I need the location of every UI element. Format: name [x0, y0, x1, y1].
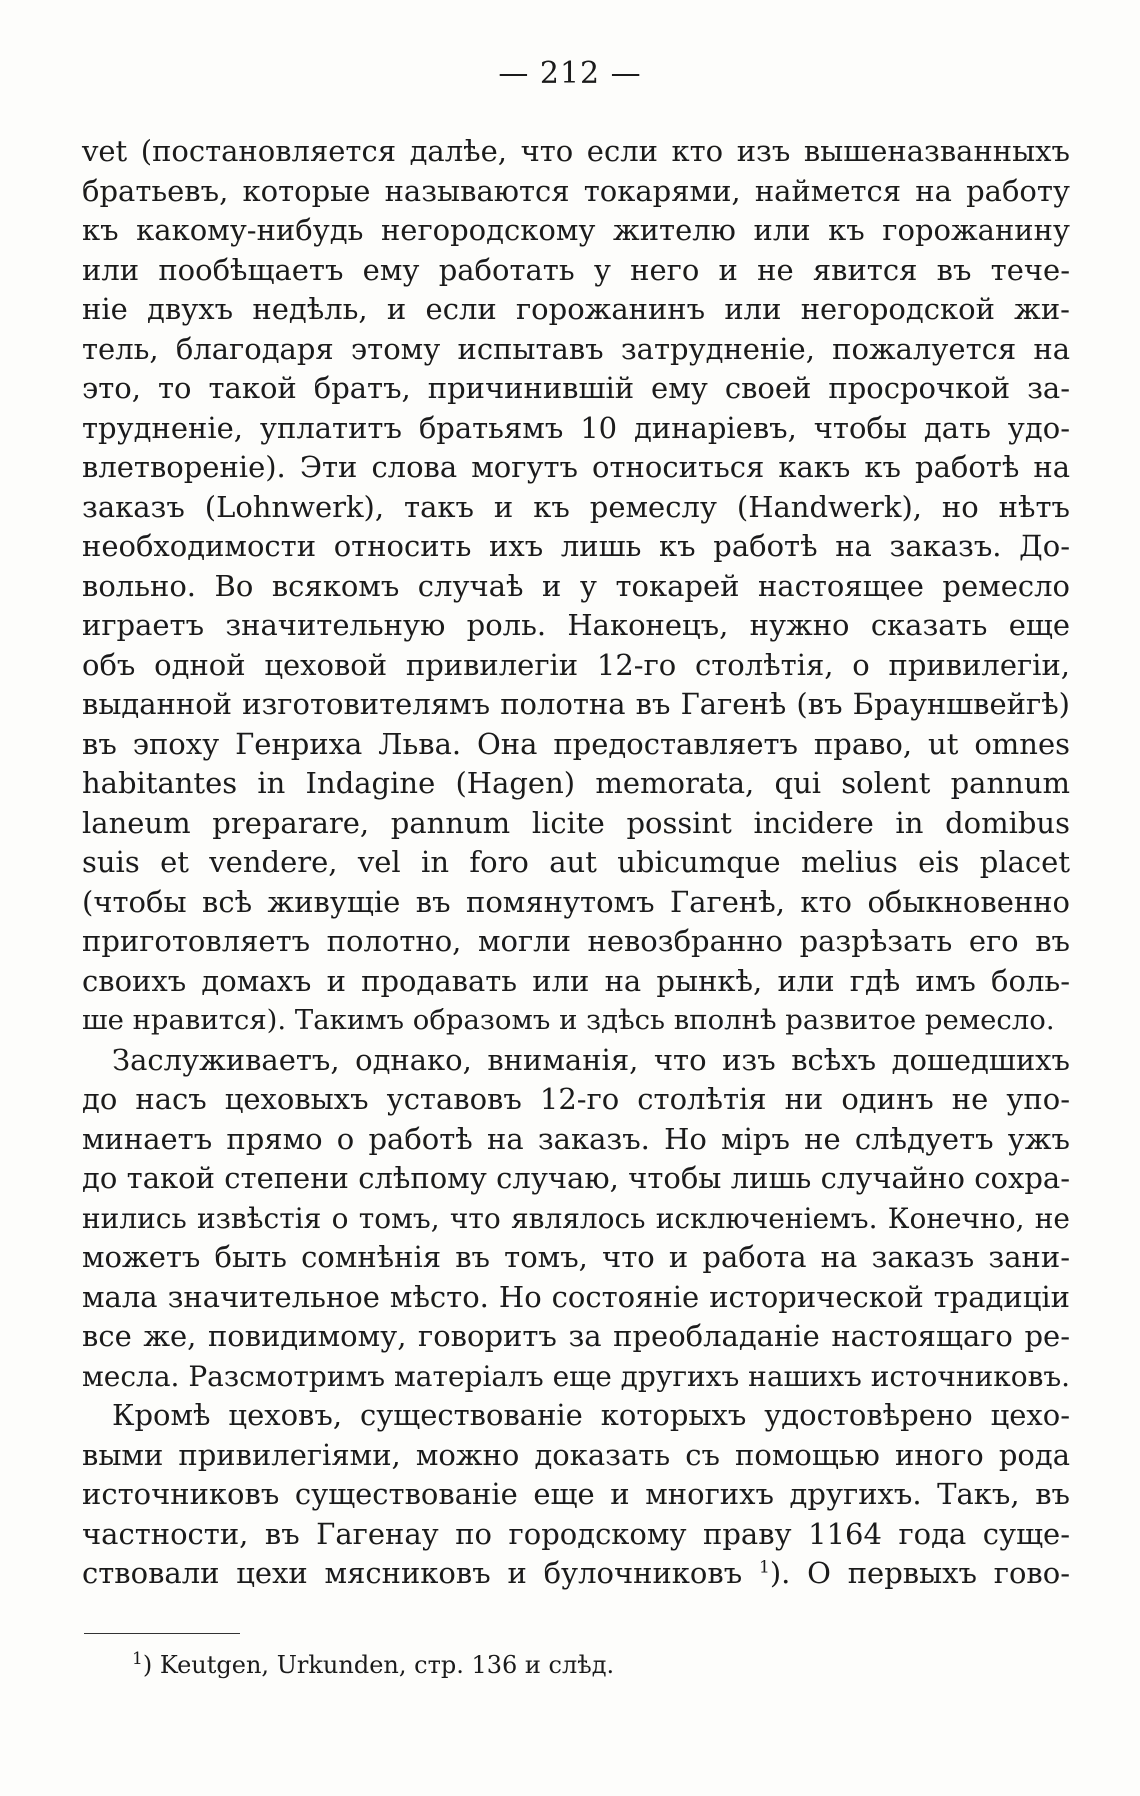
- text-line: Кромѣ цеховъ, существованіе которыхъ удостовѣрено цехо-: [112, 1398, 1070, 1432]
- text-line: въ эпоху Генриха Льва. Она предоставляетъ право, ut omnes: [82, 726, 1070, 761]
- footnote-text: ) Keutgen, Urkunden, стр. 136 и слѣд.: [142, 1651, 615, 1679]
- text-line: заказъ (Lohnwerk), такъ и къ ремеслу (Handwerk), но нѣтъ: [82, 489, 1070, 524]
- text-line: suis et vendere, vel in foro aut ubicumque melius eis placet: [82, 845, 1070, 879]
- footnote-marker: 1: [132, 1649, 143, 1669]
- text-line: habitantes in Indagine (Hagen) memorata, qui solent pannum: [82, 766, 1070, 800]
- text-line: играетъ значительную роль. Наконецъ, нужно сказать еще: [82, 608, 1070, 642]
- text-line: ніе двухъ недѣль, и если горожанинъ или негородской жи-: [82, 292, 1070, 326]
- text-line: вольно. Во всякомъ случаѣ и у токарей настоящее ремесло: [82, 568, 1070, 603]
- body-text: [82, 132, 1070, 1594]
- text-line: ше нравится). Такимъ образомъ и здѣсь вполнѣ развитое ремесло.: [82, 1004, 1055, 1036]
- text-line: (чтобы всѣ живущіе въ помянутомъ Гагенѣ, кто обыкновенно: [82, 884, 1070, 919]
- text-line: братьевъ, которые называются токарями, наймется на работу: [82, 173, 1070, 208]
- text-line: все же, повидимому, говоритъ за преобладаніе настоящаго ре-: [82, 1319, 1070, 1353]
- text-line: приготовляетъ полотно, могли невозбранно разрѣзать его въ: [82, 924, 1070, 958]
- text-line: [82, 1554, 1070, 1594]
- text-line: трудненіе, уплатитъ братьямъ 10 динаріевъ, чтобы дать удо-: [82, 410, 1070, 445]
- text-line: или пообѣщаетъ ему работать у него и не явится въ тече-: [82, 252, 1070, 287]
- text-line: vet (постановляется далѣе, что если кто изъ вышеназванныхъ: [82, 134, 1070, 168]
- text-line: мала значительное мѣсто. Но состояніе исторической традиціи: [82, 1279, 1070, 1314]
- text-line: это, то такой братъ, причинившій ему своей просрочкой за-: [82, 371, 1070, 405]
- text-line-part: ствовали цехи мясниковъ и булочниковъ: [82, 1556, 743, 1590]
- text-line: объ одной цеховой привилегіи 12-го столѣтія, о привилегіи,: [82, 647, 1070, 682]
- text-line: нились извѣстія о томъ, что являлось исключеніемъ. Конечно, не: [82, 1201, 1070, 1235]
- footnote-divider: [84, 1633, 240, 1634]
- text-line: необходимости относить ихъ лишь къ работѣ на заказъ. До-: [82, 529, 1070, 563]
- text-line: источниковъ существованіе еще и многихъ другихъ. Такъ, въ: [82, 1477, 1070, 1511]
- page-number: — 212 —: [498, 56, 642, 91]
- text-line: до насъ цеховыхъ уставовъ 12-го столѣтія ни одинъ не упо-: [82, 1082, 1070, 1116]
- text-line: частности, въ Гагенау по городскому праву 1164 года суще-: [82, 1516, 1070, 1551]
- text-line: минаетъ прямо о работѣ на заказъ. Но міръ не слѣдуетъ ужъ: [82, 1121, 1070, 1156]
- text-line: Заслуживаетъ, однако, вниманія, что изъ всѣхъ дошедшихъ: [112, 1042, 1070, 1077]
- text-line: своихъ домахъ и продавать или на рынкѣ, или гдѣ имъ боль-: [82, 963, 1070, 998]
- text-line: месла. Разсмотримъ матеріалъ еще другихъ нашихъ источниковъ.: [82, 1359, 1071, 1393]
- text-line: можетъ быть сомнѣнія въ томъ, что и работа на заказъ зани-: [82, 1240, 1070, 1274]
- text-line: выми привилегіями, можно доказать съ помощью иного рода: [82, 1437, 1070, 1472]
- text-line: къ какому-нибудь негородскому жителю или къ горожанину: [82, 213, 1070, 247]
- text-line: laneum preparare, pannum licite possint incidere in domibus: [82, 805, 1070, 840]
- text-line: тель, благодаря этому испытавъ затрудненіе, пожалуется на: [82, 331, 1070, 366]
- footnote: [132, 1650, 614, 1680]
- text-line: влетвореніе). Эти слова могутъ относиться какъ къ работѣ на: [82, 450, 1070, 484]
- text-line-part: ). О первыхъ гово-: [769, 1556, 1071, 1590]
- text-line: до такой степени слѣпому случаю, чтобы лишь случайно сохра-: [82, 1161, 1070, 1195]
- footnote-reference: 1: [758, 1557, 770, 1578]
- text-line: выданной изготовителямъ полотна въ Гагенѣ (въ Брауншвейгѣ): [82, 687, 1070, 721]
